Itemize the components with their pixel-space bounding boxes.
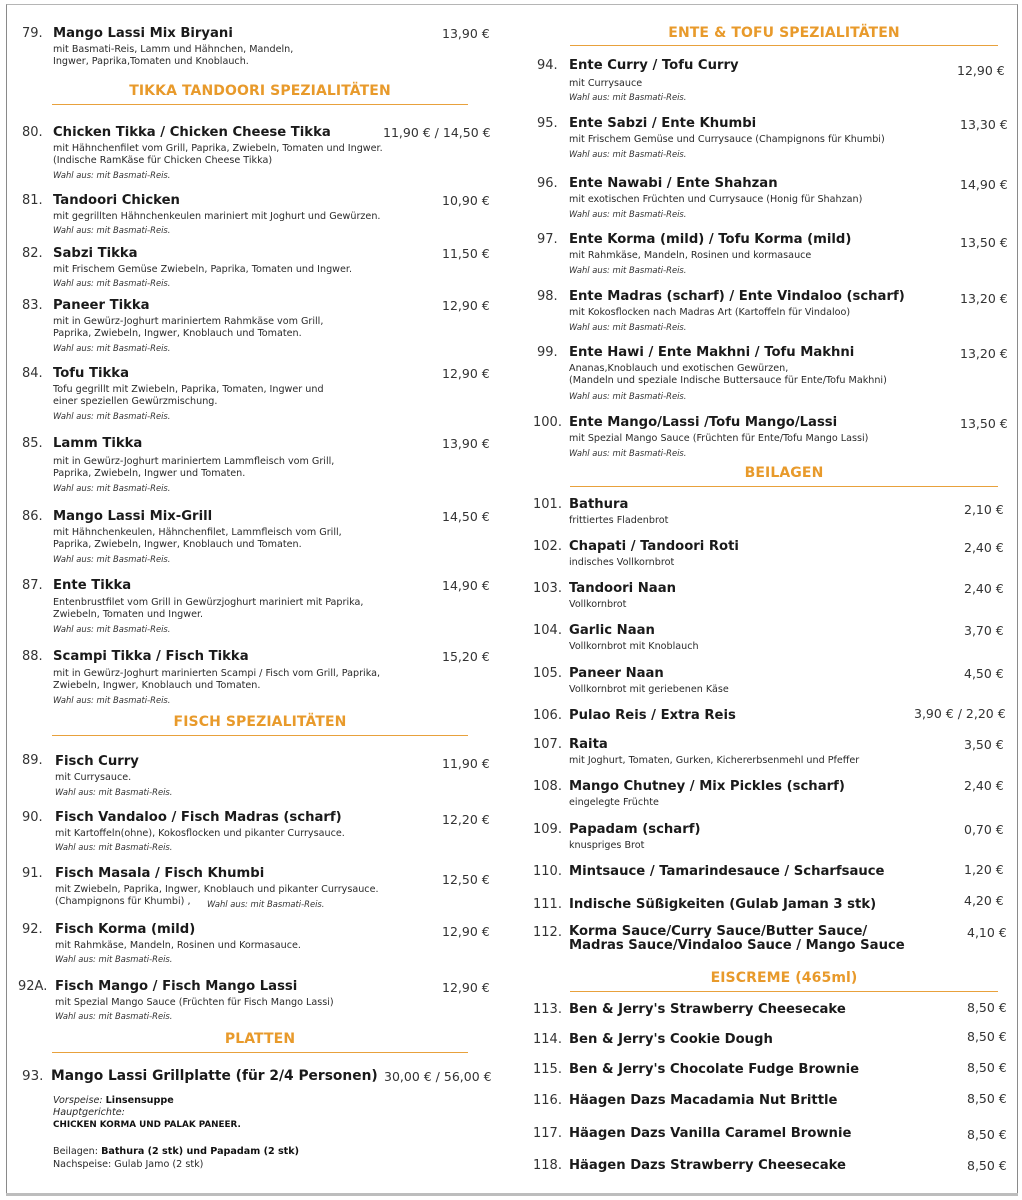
platter-main-label [53,1107,125,1119]
platter-starter-value: Linsensuppe [105,1095,174,1106]
item-name: Ben & Jerry's Chocolate Fudge Brownie [569,1062,860,1077]
item-name: Scampi Tikka / Fisch Tikka [53,649,249,664]
item-name: Garlic Naan [569,623,655,638]
item-price: 12,50 € [442,872,490,887]
item-price: 4,10 € [967,925,1007,940]
item-price: 14,90 € [960,177,1008,192]
item-description: mit Frischem Gemüse Zwiebeln, Paprika, Tomaten und Ingwer. [53,264,353,275]
section-divider [52,1052,468,1053]
item-number: 110. [533,864,562,879]
section-heading-eiscreme: EISCREME (465ml) [710,970,858,986]
item-number: 115. [533,1062,562,1077]
section-divider [52,104,468,105]
item-number: 104. [533,623,562,638]
item-price: 2,40 € [964,778,1004,793]
item-description: mit Currysauce. [55,772,132,783]
item-price: 0,70 € [964,822,1004,837]
section-heading-platten: PLATTEN [224,1031,296,1047]
item-note: Wahl aus: mit Basmati-Reis. [569,265,687,275]
item-name: Sabzi Tikka [53,246,138,261]
item-description: mit in Gewürz-Joghurt marinierten Scampi / Fisch vom Grill, Paprika, Zwiebeln, Ingwer, Knoblauch und Tomaten. [53,668,381,692]
item-number: 103. [533,581,562,596]
item-description: mit Joghurt, Tomaten, Gurken, Kichererbsenmehl und Pfeffer [569,755,860,766]
section-heading-ente: ENTE & TOFU SPEZIALITÄTEN [668,25,900,41]
item-note: Wahl aus: mit Basmati-Reis. [569,149,687,159]
item-number: 96. [537,176,558,191]
item-name: Häagen Dazs Strawberry Cheesecake [569,1158,846,1173]
item-description: mit Spezial Mango Sauce (Früchten für Fisch Mango Lassi) [55,997,334,1008]
item-number: 81. [22,193,43,208]
item-price: 11,90 € / 14,50 € [383,125,491,140]
section-heading-beilagen: BEILAGEN [744,465,824,481]
item-name: Ente Tikka [53,578,132,593]
item-number: 88. [22,649,43,664]
item-number: 113. [533,1002,562,1017]
page-shadow [6,1193,1018,1196]
item-description: mit Hähnchenkeulen, Hähnchenfilet, Lammfleisch vom Grill, Paprika, Zwiebeln, Ingwer, Knoblauch und Tomaten. [53,527,342,551]
item-price: 12,90 € [442,298,490,313]
item-note: Wahl aus: mit Basmati-Reis. [53,554,171,564]
item-price: 4,20 € [964,893,1004,908]
item-description: Vollkornbrot mit Knoblauch [569,641,699,652]
item-price: 12,90 € [442,366,490,381]
item-description: mit in Gewürz-Joghurt mariniertem Rahmkäse vom Grill, Paprika, Zwiebeln, Ingwer, Knoblauch und Tomaten. [53,316,324,340]
item-price: 13,90 € [442,436,490,451]
item-price: 8,50 € [967,1127,1007,1142]
item-note: Wahl aus: mit Basmati-Reis. [53,411,171,421]
item-name: Raita [569,737,608,752]
item-number: 98. [537,289,558,304]
platter-sides [53,1146,299,1158]
item-price: 3,70 € [964,623,1004,638]
item-note: Wahl aus: mit Basmati-Reis. [207,899,325,909]
item-price: 12,90 € [442,980,490,995]
item-description: Ananas,Knoblauch und exotischen Gewürzen, (Mandeln und speziale Indische Buttersauce für Ente/Tofu Makhni) [569,363,887,387]
item-description: knuspriges Brot [569,840,645,851]
platter-main [53,1119,241,1131]
item-name: Ben & Jerry's Strawberry Cheesecake [569,1002,846,1017]
item-name: Fisch Mango / Fisch Mango Lassi [55,979,298,994]
item-name: Mango Chutney / Mix Pickles (scharf) [569,779,845,794]
item-number: 86. [22,509,43,524]
platter-starter [53,1095,174,1107]
item-name: Fisch Masala / Fisch Khumbi [55,866,265,881]
item-price: 1,20 € [964,862,1004,877]
item-price: 13,20 € [960,291,1008,306]
item-number: 80. [22,125,43,140]
item-name: Ente Hawi / Ente Makhni / Tofu Makhni [569,345,855,360]
item-name: Fisch Curry [55,754,139,769]
item-note: Wahl aus: mit Basmati-Reis. [569,448,687,458]
item-price: 2,10 € [964,502,1004,517]
item-name: Ente Curry / Tofu Curry [569,58,739,73]
item-name: Ente Madras (scharf) / Ente Vindaloo (scharf) [569,289,905,304]
item-name: Mango Lassi Mix Biryani [53,26,233,41]
item-number: 116. [533,1093,562,1108]
item-name: Häagen Dazs Macadamia Nut Brittle [569,1093,838,1108]
item-number: 117. [533,1126,562,1141]
item-price: 13,20 € [960,346,1008,361]
item-description: mit Rahmkäse, Mandeln, Rosinen und Kormasauce. [55,940,301,951]
item-number: 79. [22,26,43,41]
item-name: Ben & Jerry's Cookie Dough [569,1032,773,1047]
item-number: 114. [533,1032,562,1047]
item-note: Wahl aus: mit Basmati-Reis. [53,483,171,493]
item-number: 93. [22,1068,44,1084]
item-name: Ente Nawabi / Ente Shahzan [569,176,778,191]
item-number: 109. [533,822,562,837]
item-price: 13,50 € [960,416,1008,431]
item-price: 8,50 € [967,1000,1007,1015]
item-note: Wahl aus: mit Basmati-Reis. [55,787,173,797]
item-note: Wahl aus: mit Basmati-Reis. [569,322,687,332]
section-divider [570,45,998,46]
item-description: mit gegrillten Hähnchenkeulen mariniert mit Joghurt und Gewürzen. [53,211,381,222]
item-number: 111. [533,897,562,912]
item-number: 83. [22,298,43,313]
item-description: Vollkornbrot mit geriebenen Käse [569,684,729,695]
platter-main-label-text: Hauptgerichte: [53,1107,125,1118]
item-name: Mango Lassi Grillplatte (für 2/4 Personen) [51,1068,378,1084]
item-description: mit Frischem Gemüse und Currysauce (Champignons für Khumbi) [569,134,885,145]
item-price: 8,50 € [967,1091,1007,1106]
item-number: 94. [537,58,558,73]
item-price: 8,50 € [967,1158,1007,1173]
item-note: Wahl aus: mit Basmati-Reis. [569,92,687,102]
item-price: 12,20 € [442,812,490,827]
item-price: 14,90 € [442,578,490,593]
item-price: 12,90 € [442,924,490,939]
item-number: 101. [533,497,562,512]
item-description: mit in Gewürz-Joghurt mariniertem Lammfleisch vom Grill, Paprika, Zwiebeln, Ingwer und Tomaten. [53,456,335,480]
item-number: 89. [22,753,43,768]
item-description: mit exotischen Früchten und Currysauce (Honig für Shahzan) [569,194,863,205]
item-description: mit Rahmkäse, Mandeln, Rosinen und kormasauce [569,250,812,261]
item-number: 106. [533,708,562,723]
item-price: 4,50 € [964,666,1004,681]
platter-dessert [53,1159,203,1171]
item-price: 13,90 € [442,26,490,41]
item-number: 82. [22,246,43,261]
item-name: Bathura [569,497,629,512]
item-note: Wahl aus: mit Basmati-Reis. [569,209,687,219]
item-price: 2,40 € [964,540,1004,555]
item-note: Wahl aus: mit Basmati-Reis. [53,170,171,180]
item-name: Tandoori Naan [569,581,676,596]
item-name: Mango Lassi Mix-Grill [53,509,213,524]
item-price: 3,50 € [964,737,1004,752]
section-heading-tikka: TIKKA TANDOORI SPEZIALITÄTEN [129,83,391,99]
section-divider [52,735,468,736]
item-note: Wahl aus: mit Basmati-Reis. [55,842,173,852]
item-name: Paneer Tikka [53,298,150,313]
section-heading-fisch: FISCH SPEZIALITÄTEN [173,714,347,730]
item-price: 11,90 € [442,756,490,771]
item-price: 11,50 € [442,246,490,261]
item-note: Wahl aus: mit Basmati-Reis. [53,225,171,235]
item-price: 2,40 € [964,581,1004,596]
platter-dessert-value: Gulab Jamo (2 stk) [114,1159,204,1170]
item-description: frittiertes Fladenbrot [569,515,669,526]
item-name: Fisch Vandaloo / Fisch Madras (scharf) [55,810,342,825]
item-number: 105. [533,666,562,681]
item-number: 118. [533,1158,562,1173]
platter-starter-label: Vorspeise: [53,1095,103,1106]
item-description: Entenbrustfilet vom Grill in Gewürzjoghurt mariniert mit Paprika, Zwiebeln, Tomaten und Ingwer. [53,597,364,621]
item-price: 13,30 € [960,117,1008,132]
item-name: Tandoori Chicken [53,193,180,208]
platter-sides-label: Beilagen: [53,1146,98,1157]
section-divider [570,991,998,992]
item-name: Indische Süßigkeiten (Gulab Jaman 3 stk) [569,897,877,912]
item-price: 15,20 € [442,649,490,664]
item-name: Chicken Tikka / Chicken Cheese Tikka [53,125,331,140]
item-description: Tofu gegrillt mit Zwiebeln, Paprika, Tomaten, Ingwer und einer speziellen Gewürzmischung. [53,384,324,408]
item-name: Ente Sabzi / Ente Khumbi [569,116,757,131]
item-description: mit Spezial Mango Sauce (Früchten für Ente/Tofu Mango Lassi) [569,433,869,444]
item-note: Wahl aus: mit Basmati-Reis. [53,278,171,288]
item-description: mit Hähnchenfilet vom Grill, Paprika, Zwiebeln, Tomaten und Ingwer. (Indische RamKäse für Chicken Cheese Tikka) [53,143,383,167]
item-name: Chapati / Tandoori Roti [569,539,739,554]
item-description: mit Zwiebeln, Paprika, Ingwer, Knoblauch und pikanter Currysauce. (Champignons für Khumbi) , [55,884,379,908]
item-price: 30,00 € / 56,00 € [384,1069,492,1084]
item-number: 102. [533,539,562,554]
item-description: mit Currysauce [569,78,643,89]
platter-sides-value: Bathura (2 stk) und Papadam (2 stk) [101,1146,300,1157]
item-price: 8,50 € [967,1060,1007,1075]
item-price: 10,90 € [442,193,490,208]
item-number: 107. [533,737,562,752]
item-price: 14,50 € [442,509,490,524]
item-number: 108. [533,779,562,794]
item-name: Lamm Tikka [53,436,143,451]
item-price: 13,50 € [960,235,1008,250]
item-number: 91. [22,866,43,881]
item-name: Korma Sauce/Curry Sauce/Butter Sauce/ Madras Sauce/Vindaloo Sauce / Mango Sauce [569,924,905,953]
item-number: 97. [537,232,558,247]
item-description: mit Kokosflocken nach Madras Art (Kartoffeln für Vindaloo) [569,307,851,318]
item-description: Vollkornbrot [569,599,627,610]
item-name: Pulao Reis / Extra Reis [569,708,736,723]
item-number: 85. [22,436,43,451]
item-number: 95. [537,116,558,131]
platter-dessert-label: Nachspeise: [53,1159,112,1170]
item-name: Ente Korma (mild) / Tofu Korma (mild) [569,232,852,247]
item-price: 12,90 € [957,63,1005,78]
item-name: Häagen Dazs Vanilla Caramel Brownie [569,1126,852,1141]
item-name: Mintsauce / Tamarindesauce / Scharfsauce [569,864,885,879]
item-note: Wahl aus: mit Basmati-Reis. [569,391,687,401]
item-name: Ente Mango/Lassi /Tofu Mango/Lassi [569,415,838,430]
item-note: Wahl aus: mit Basmati-Reis. [53,343,171,353]
item-name: Papadam (scharf) [569,822,701,837]
item-description: indisches Vollkornbrot [569,557,675,568]
item-name: Tofu Tikka [53,366,129,381]
item-note: Wahl aus: mit Basmati-Reis. [55,954,173,964]
item-number: 90. [22,810,43,825]
item-name: Fisch Korma (mild) [55,922,196,937]
item-note: Wahl aus: mit Basmati-Reis. [53,624,171,634]
item-number: 92. [22,922,43,937]
item-number: 84. [22,366,43,381]
platter-main-value: CHICKEN KORMA UND PALAK PANEER. [53,1120,241,1130]
item-note: Wahl aus: mit Basmati-Reis. [53,695,171,705]
item-price: 8,50 € [967,1029,1007,1044]
item-description: eingelegte Früchte [569,797,659,808]
section-divider [570,486,998,487]
item-number: 87. [22,578,43,593]
item-number: 99. [537,345,558,360]
item-number: 92A. [18,979,48,994]
item-description: mit Kartoffeln(ohne), Kokosflocken und pikanter Currysauce. [55,828,345,839]
item-price: 3,90 € / 2,20 € [914,706,1006,721]
item-number: 112. [533,925,562,940]
item-description: mit Basmati-Reis, Lamm und Hähnchen, Mandeln, Ingwer, Paprika,Tomaten und Knoblauch. [53,44,294,68]
item-number: 100. [533,415,562,430]
item-name: Paneer Naan [569,666,664,681]
item-note: Wahl aus: mit Basmati-Reis. [55,1011,173,1021]
